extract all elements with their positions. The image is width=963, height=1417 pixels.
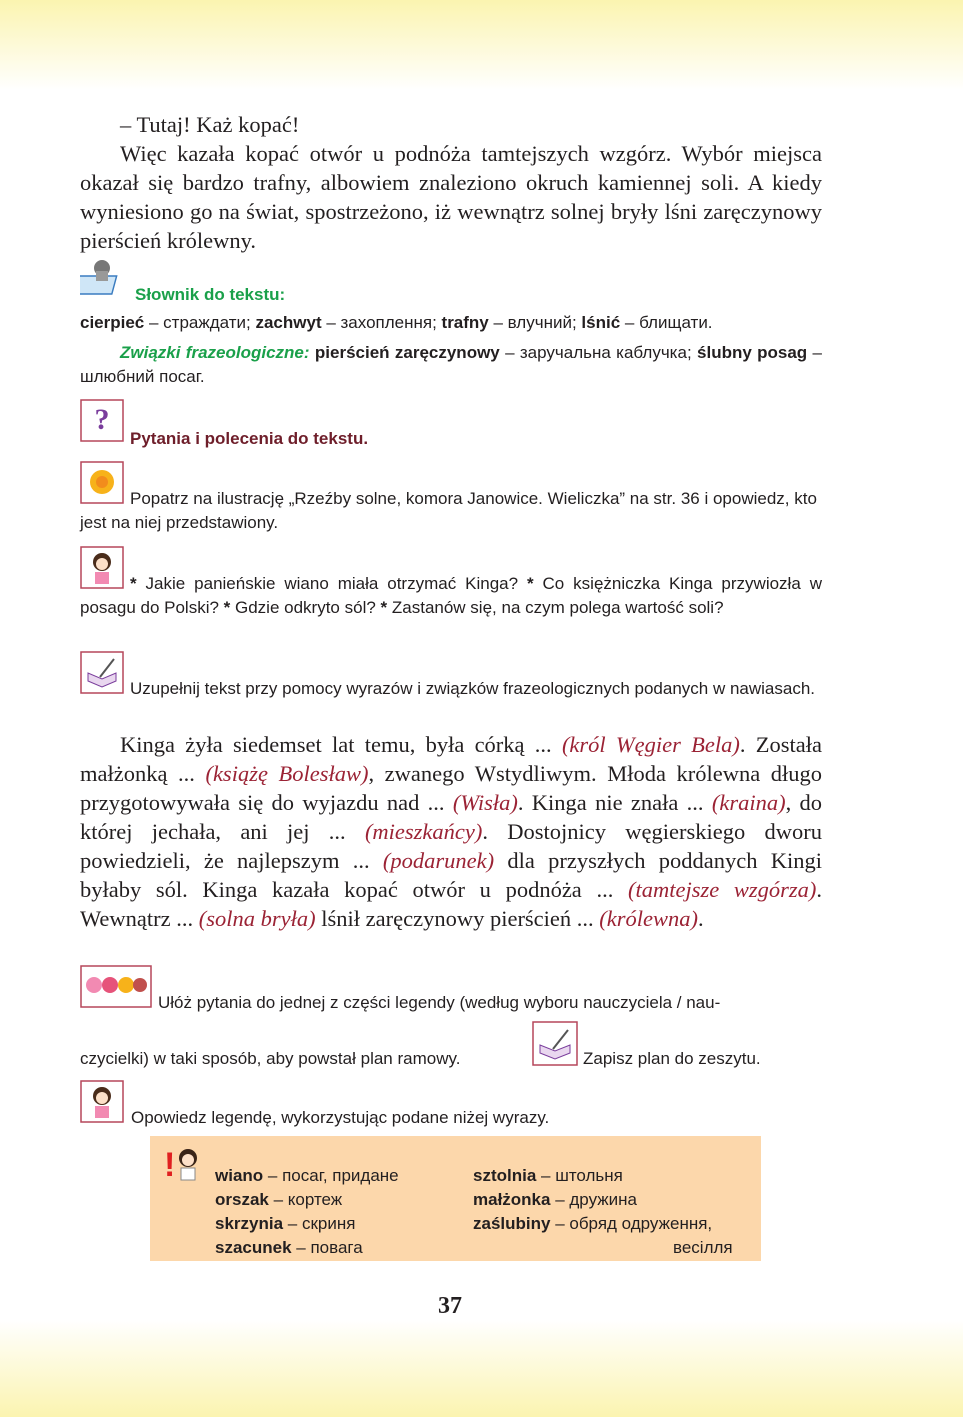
question-text: Gdzie odkryto sól? [230, 598, 381, 617]
cloze-hint: (kraina) [711, 790, 786, 815]
vocab-definition: – повага [291, 1238, 363, 1257]
task2 [80, 572, 822, 620]
vocab-word: zaślubiny [473, 1214, 551, 1233]
vocab-row [215, 1212, 399, 1236]
cloze-text [80, 730, 822, 933]
question-star: * [380, 598, 388, 617]
pen-book-icon [532, 1021, 578, 1066]
vocab-row [215, 1188, 399, 1212]
vocab-definition: – дружина [550, 1190, 637, 1209]
cloze-hint: (tamtejsze wzgórza) [627, 877, 817, 902]
question-text: Jakie panieńskie wiano miała otrzymać Kinga? [136, 574, 527, 593]
vocab-word: szacunek [215, 1238, 292, 1257]
phraseology [80, 341, 822, 389]
cloze-segment: dla przyszłych poddanych Kingi byłaby sól. Kinga kazała kopać otwór u podnóża ... [80, 848, 823, 902]
cloze-hint: (król Węgier Bela) [561, 732, 740, 757]
vocabulary-box [150, 1136, 761, 1261]
cloze-hint: (Wisła) [452, 790, 518, 815]
question-text: Co księżniczka Kinga przywiozła w posagu do Polski? [80, 574, 822, 617]
vocab-right-list [473, 1164, 733, 1236]
dictionary-word: cierpieć [80, 313, 145, 332]
vocab-row [473, 1164, 733, 1188]
intro-paragraph: Więc kazała kopać otwór u podnóża tamtejszych wzgórz. Wybór miejsca okazał się bardzo trafny, albowiem znaleziono okruch kamiennej soli. A kiedy wyniesiono go na świat, spostrzeżono, iż wewnątrz solnej bryły lśni zaręczynowy pierścień królewny. [80, 141, 822, 253]
vocab-row [473, 1188, 733, 1212]
cloze-segment: , zwanego Wstydliwym. Młoda królewna długo przygotowywała się do wyjazdu nad ... [80, 761, 823, 815]
cloze-hint: (podarunek) [382, 848, 495, 873]
exclamation-teacher-icon [158, 1142, 204, 1184]
vocab-right-continuation: весілля [673, 1238, 733, 1257]
phraseology-label: Związki frazeologiczne: [120, 343, 310, 362]
dictionary-title: Słownik do tekstu: [135, 285, 286, 304]
retell-task: Opowiedz legendę, wykorzystując podane niżej wyrazy. [131, 1108, 550, 1127]
dictionary-definition: – блищати. [620, 313, 713, 332]
task2-text [80, 572, 822, 620]
group-children-icon [80, 965, 152, 1008]
vocab-word: wiano [215, 1166, 264, 1185]
dictionary-word: lśnić [581, 313, 621, 332]
dictionary-definition: – захоплення; [321, 313, 442, 332]
page-number: 37 [438, 1293, 462, 1319]
cloze-segment: . [698, 906, 704, 931]
vocab-word: skrzynia [215, 1214, 284, 1233]
svg-text:!: ! [164, 1146, 176, 1184]
dictionary-line [80, 313, 713, 332]
dictionary-definition: – страждати; [144, 313, 256, 332]
vocab-definition: – штольня [536, 1166, 623, 1185]
vocab-definition: – скриня [283, 1214, 356, 1233]
phrase1-word: pierścień zaręczynowy [314, 343, 500, 362]
task3: Uzupełnij tekst przy pomocy wyrazów i związków frazeologicznych podanych w nawiasach. [130, 679, 816, 698]
cloze-hint: (królewna) [599, 906, 699, 931]
cloze-segment: , do której jechała, ani jej ... [80, 790, 823, 844]
vocab-definition: – обряд одруження, [550, 1214, 713, 1233]
intro-text [80, 110, 822, 255]
task1: Popatrz na ilustrację „Rzeźby solne, komora Janowice. Wieliczka” na str. 36 i opowiedz, kto jest na niej przedstawiony. [80, 489, 817, 532]
vocab-word: sztolnia [473, 1166, 537, 1185]
vocab-row [215, 1164, 399, 1188]
cloze-hint: (mieszkańcy) [364, 819, 483, 844]
phrase1-def: – заручальна каблучка; [499, 343, 692, 362]
cloze-paragraph [80, 730, 822, 933]
vocab-definition: – кортеж [268, 1190, 343, 1209]
group-task-line1: Ułóż pytania do jednej z części legendy (według wyboru nauczyciela / nau- [158, 993, 721, 1012]
questions-title: Pytania i polecenia do tekstu. [130, 429, 369, 448]
vocab-word: małżonka [473, 1190, 551, 1209]
svg-text:?: ? [94, 403, 110, 436]
cloze-segment: . Dostojnicy węgierskiego dworu powiedzieli, że najlepszym ... [80, 819, 822, 873]
vocab-right-column [473, 1164, 733, 1260]
vocab-word: orszak [215, 1190, 269, 1209]
vocab-left-column [215, 1164, 399, 1260]
phrase2-def: – шлюбний посаг. [80, 343, 822, 386]
question-star: * [223, 598, 231, 617]
question-mark-icon [80, 399, 124, 442]
group-task-line2b: Zapisz plan do zeszytu. [583, 1049, 761, 1068]
cloze-segment: lśnił zaręczynowy pierścień ... [315, 906, 600, 931]
cloze-hint: (książę Bolesław) [205, 761, 369, 786]
cloze-hint: (solna bryła) [198, 906, 316, 931]
group-task-line2a: czycielki) w taki sposób, aby powstał plan ramowy. [80, 1049, 461, 1068]
intro-line: – Tutaj! Każ kopać! [120, 112, 300, 137]
vocab-definition: – посаг, придане [263, 1166, 399, 1185]
task3-text [80, 677, 822, 701]
question-star: * [130, 574, 137, 593]
dictionary-word: trafny [441, 313, 489, 332]
dictionary-entries [80, 311, 822, 335]
vocab-row [473, 1212, 733, 1236]
cloze-segment: Kinga żyła siedemset lat temu, była córką ... [120, 732, 562, 757]
dictionary-definition: – влучний; [488, 313, 582, 332]
cloze-segment: . Została małżonką ... [80, 732, 822, 786]
task1-text [80, 487, 822, 535]
question-text: Zastanów się, na czym polega wartość soli? [387, 598, 724, 617]
vocab-row [215, 1236, 399, 1260]
dictionary-word: zachwyt [255, 313, 322, 332]
cloze-segment: . Kinga nie znała ... [517, 790, 712, 815]
girl-icon [80, 1080, 124, 1123]
phrase2-word: ślubny posag [697, 343, 808, 362]
dictionary-book-icon [80, 256, 128, 298]
question-star: * [526, 574, 534, 593]
cloze-segment: . Wewnątrz ... [80, 877, 822, 931]
